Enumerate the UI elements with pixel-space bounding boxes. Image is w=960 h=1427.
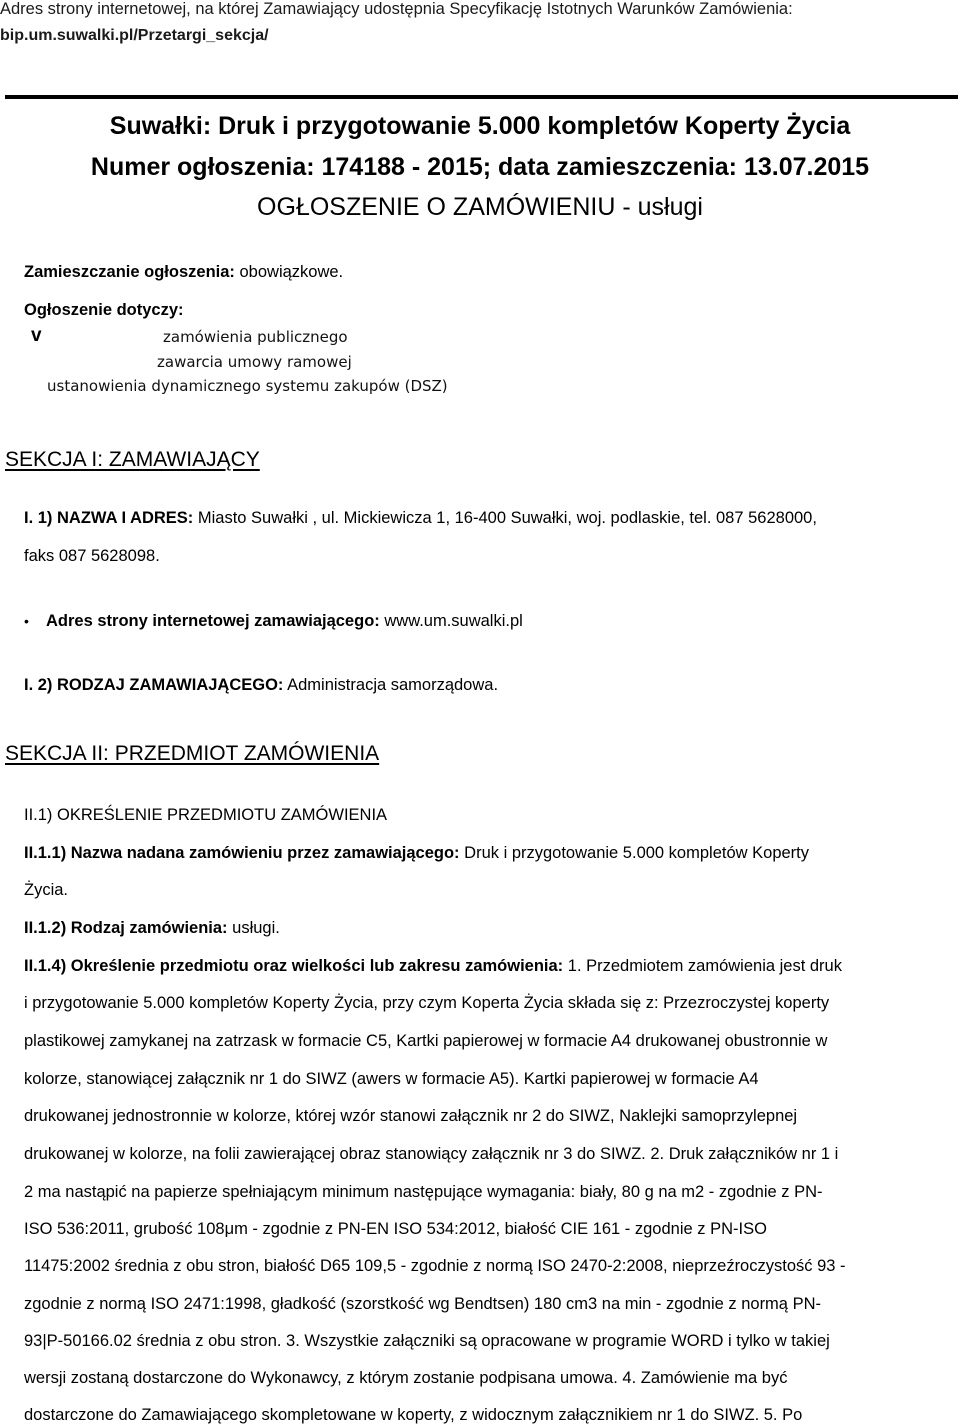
concerns-option-dsz: ustanowienia dynamicznego systemu zakupów (DSZ) [47, 377, 448, 395]
s1-www-row [46, 612, 523, 631]
s2-kind-label: II.1.2) Rodzaj zamówienia: [24, 919, 228, 937]
siwz-source-label: Adres strony internetowej, na której Zamawiający udostępnia Specyfikację Istotnych Warunków Zamówienia: [0, 0, 793, 18]
s1-fax: faks 087 5628098. [24, 547, 160, 565]
concerns-label: Ogłoszenie dotyczy: [24, 301, 184, 319]
s1-type-label: I. 2) RODZAJ ZAMAWIAJĄCEGO: [24, 676, 284, 694]
s2-desc-line: 93|P-50166.02 średnia z obu stron. 3. Wszystkie załączniki są opracowane w programie WORD i tylko w takiej [24, 1332, 830, 1350]
s2-desc-line: i przygotowanie 5.000 kompletów Koperty Życia, przy czym Koperta Życia składa się z: Przezroczystej koperty [24, 994, 830, 1012]
s1-www-value[interactable]: www.um.suwalki.pl [384, 612, 523, 630]
notice-title: Suwałki: Druk i przygotowanie 5.000 kompletów Koperty Życia [109, 112, 851, 140]
s2-desc-line: dostarczone do Zamawiającego skompletowane w koperty, z widocznym załącznikiem nr 1 do SIWZ. 5. Po [24, 1406, 803, 1424]
concerns-option-public: zamówienia publicznego [163, 328, 348, 346]
s2-desc-label: II.1.4) Określenie przedmiotu oraz wielkości lub zakresu zamówienia: [24, 957, 564, 975]
s1-name-row [24, 509, 817, 528]
concerns-option-framework: zawarcia umowy ramowej [157, 353, 352, 371]
publication-value: obowiązkowe. [239, 263, 344, 281]
s2-desc-line: kolorze, stanowiącej załącznik nr 1 do SIWZ (awers w formacie A5). Kartki papierowej w formacie A4 [24, 1070, 759, 1088]
notice-number-line: Numer ogłoszenia: 174188 - 2015; data zamieszczenia: 13.07.2015 [90, 153, 870, 181]
s2-desc-line: 11475:2002 średnia z obu stron, białość D65 109,5 - zgodnie z normą ISO 2470-2:2008, nieprzeźroczystość 93 - [24, 1257, 846, 1275]
s2-desc-row [24, 957, 842, 976]
s2-desc-line: wersji zostaną dostarczone do Wykonawcy, z którym zostanie podpisana umowa. 4. Zamówienie ma być [24, 1369, 788, 1387]
s2-desc-line: 1. Przedmiotem zamówienia jest druk [567, 957, 842, 975]
s2-desc-line: 2 ma nastąpić na papierze spełniającym minimum następujące wymagania: biały, 80 g na m2 - zgodnie z PN- [24, 1183, 823, 1201]
s1-www-label: Adres strony internetowej zamawiającego: [46, 612, 380, 630]
s2-kind-value: usługi. [232, 919, 280, 937]
bullet-icon: • [24, 613, 29, 629]
s2-name-row [24, 844, 809, 863]
s1-name-value: Miasto Suwałki , ul. Mickiewicza 1, 16-400 Suwałki, woj. podlaskie, tel. 087 5628000, [197, 509, 817, 527]
s2-name-label: II.1.1) Nazwa nadana zamówieniu przez zamawiającego: [24, 844, 460, 862]
s2-desc-line: zgodnie z normą ISO 2471:1998, gładkość (szorstkość wg Bendtsen) 180 cm3 na min - zgodnie z normą PN- [24, 1295, 821, 1313]
s1-name-label: I. 1) NAZWA I ADRES: [24, 509, 194, 527]
s2-kind-row [24, 919, 280, 938]
section-2-title: SEKCJA II: PRZEDMIOT ZAMÓWIENIA [5, 742, 380, 765]
s2-name-value-cont: Życia. [24, 881, 69, 899]
s2-desc-line: plastikowej zamykanej na zatrzask w formacie C5, Kartki papierowej w formacie A4 drukowanej obustronnie w [24, 1032, 828, 1050]
s2-desc-line: drukowanej jednostronnie w kolorze, której wzór stanowi załącznik nr 2 do SIWZ, Naklejki samoprzylepnej [24, 1107, 798, 1125]
siwz-source-url[interactable]: bip.um.suwalki.pl/Przetargi_sekcja/ [0, 27, 269, 44]
s2-desc-line: ISO 536:2011, grubość 108μm - zgodnie z PN-EN ISO 534:2012, białość CIE 161 - zgodnie z PN-ISO [24, 1220, 767, 1238]
publication-row [24, 263, 343, 282]
header-divider [5, 95, 958, 99]
publication-label: Zamieszczanie ogłoszenia: [24, 263, 235, 281]
s1-type-value: Administracja samorządowa. [287, 676, 499, 694]
s2-sub1: II.1) OKREŚLENIE PRZEDMIOTU ZAMÓWIENIA [24, 806, 388, 824]
s1-type-row [24, 676, 498, 695]
s2-name-value: Druk i przygotowanie 5.000 kompletów Koperty [464, 844, 809, 862]
concerns-check-mark: v [31, 325, 42, 346]
s2-desc-line: drukowanej w kolorze, na folii zawierającej obraz stanowiący załącznik nr 3 do SIWZ. 2. Druk załączników nr 1 i [24, 1145, 839, 1163]
notice-type: OGŁOSZENIE O ZAMÓWIENIU - usługi [257, 193, 703, 221]
section-1-title: SEKCJA I: ZAMAWIAJĄCY [5, 448, 260, 471]
